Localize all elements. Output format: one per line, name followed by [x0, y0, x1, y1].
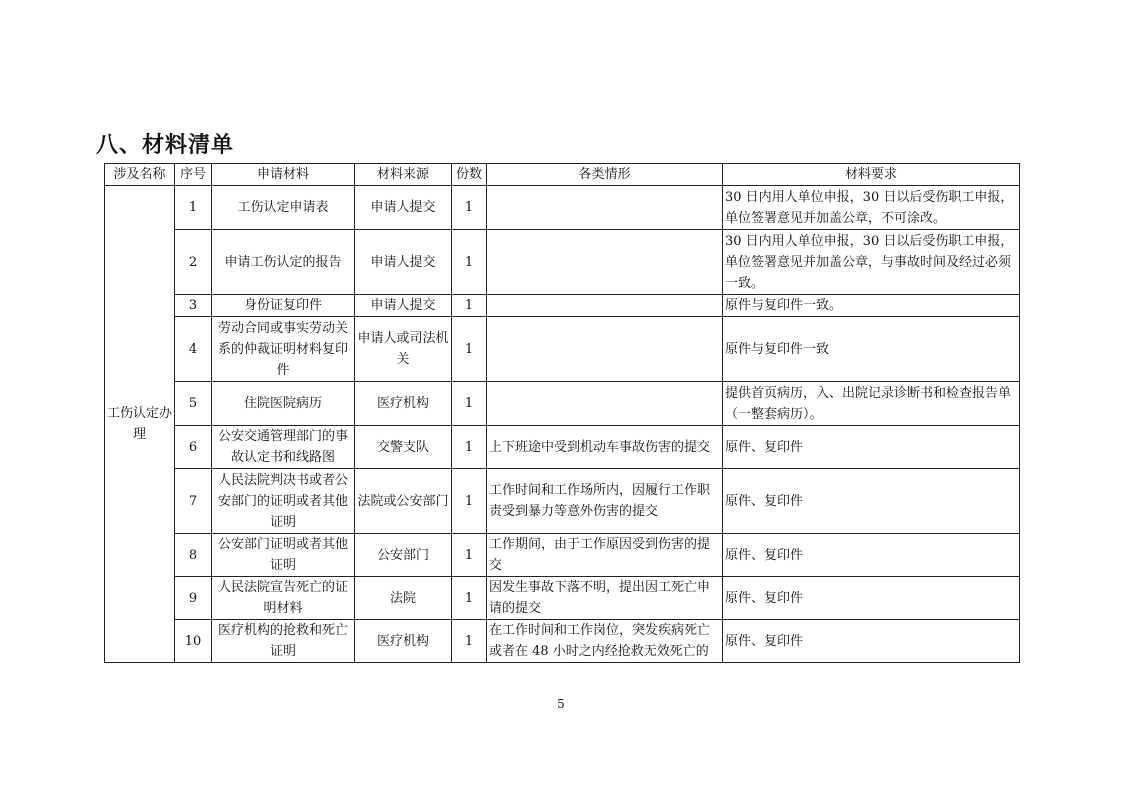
cell-material: 医疗机构的抢救和死亡证明: [212, 620, 355, 663]
cell-requirement: 原件与复印件一致。: [723, 295, 1020, 317]
cell-no: 1: [175, 186, 212, 230]
cell-situation: [487, 317, 723, 382]
header-scope: 涉及名称: [105, 164, 175, 186]
cell-copies: 1: [452, 382, 487, 426]
cell-material: 工伤认定申请表: [212, 186, 355, 230]
cell-material: 身份证复印件: [212, 295, 355, 317]
cell-requirement: 原件、复印件: [723, 534, 1020, 577]
table-row: [105, 317, 1020, 382]
header-source: 材料来源: [355, 164, 452, 186]
cell-requirement: 原件、复印件: [723, 426, 1020, 469]
table-row: [105, 426, 1020, 469]
cell-requirement: 30 日内用人单位申报，30 日以后受伤职工申报，单位签署意见并加盖公章，不可涂改。: [723, 186, 1020, 230]
cell-situation: 上下班途中受到机动车事故伤害的提交: [487, 426, 723, 469]
materials-table: [104, 163, 1020, 663]
cell-no: 6: [175, 426, 212, 469]
cell-copies: 1: [452, 469, 487, 534]
cell-situation: [487, 186, 723, 230]
cell-requirement: 原件与复印件一致: [723, 317, 1020, 382]
cell-no: 3: [175, 295, 212, 317]
cell-no: 2: [175, 230, 212, 295]
cell-no: 7: [175, 469, 212, 534]
cell-material: 公安部门证明或者其他证明: [212, 534, 355, 577]
cell-no: 9: [175, 577, 212, 620]
cell-source: 法院: [355, 577, 452, 620]
cell-material: 人民法院宣告死亡的证明材料: [212, 577, 355, 620]
header-copies: 份数: [452, 164, 487, 186]
cell-source: 医疗机构: [355, 382, 452, 426]
cell-source: 申请人或司法机关: [355, 317, 452, 382]
table-row: [105, 469, 1020, 534]
table-row: [105, 186, 1020, 230]
cell-copies: 1: [452, 620, 487, 663]
cell-source: 公安部门: [355, 534, 452, 577]
cell-requirement: 原件、复印件: [723, 577, 1020, 620]
page-number: 5: [557, 697, 565, 711]
cell-requirement: 原件、复印件: [723, 620, 1020, 663]
cell-situation: 工作期间，由于工作原因受到伤害的提交: [487, 534, 723, 577]
cell-copies: 1: [452, 426, 487, 469]
cell-no: 5: [175, 382, 212, 426]
cell-copies: 1: [452, 317, 487, 382]
cell-situation: [487, 382, 723, 426]
cell-source: 法院或公安部门: [355, 469, 452, 534]
table-row: [105, 577, 1020, 620]
section-title: 八、材料清单: [96, 133, 235, 158]
cell-source: 申请人提交: [355, 186, 452, 230]
cell-material: 公安交通管理部门的事故认定书和线路图: [212, 426, 355, 469]
table-row: [105, 534, 1020, 577]
header-situation: 各类情形: [487, 164, 723, 186]
cell-copies: 1: [452, 577, 487, 620]
cell-requirement: 原件、复印件: [723, 469, 1020, 534]
cell-source: 交警支队: [355, 426, 452, 469]
cell-copies: 1: [452, 534, 487, 577]
cell-situation: 在工作时间和工作岗位，突发疾病死亡或者在 48 小时之内经抢救无效死亡的: [487, 620, 723, 663]
cell-situation: 因发生事故下落不明，提出因工死亡申请的提交: [487, 577, 723, 620]
table-row: [105, 382, 1020, 426]
cell-source: 医疗机构: [355, 620, 452, 663]
header-no: 序号: [175, 164, 212, 186]
cell-requirement: 30 日内用人单位申报，30 日以后受伤职工申报，单位签署意见并加盖公章，与事故时间及经过必须一致。: [723, 230, 1020, 295]
cell-copies: 1: [452, 230, 487, 295]
cell-copies: 1: [452, 186, 487, 230]
table-row: [105, 620, 1020, 663]
scope-cell: 工伤认定办理: [105, 186, 175, 663]
table-header-row: [105, 164, 1020, 186]
cell-material: 申请工伤认定的报告: [212, 230, 355, 295]
cell-material: 人民法院判决书或者公安部门的证明或者其他证明: [212, 469, 355, 534]
cell-situation: 工作时间和工作场所内，因履行工作职责受到暴力等意外伤害的提交: [487, 469, 723, 534]
table-row: [105, 295, 1020, 317]
cell-no: 8: [175, 534, 212, 577]
cell-source: 申请人提交: [355, 295, 452, 317]
table-row: [105, 230, 1020, 295]
cell-material: 劳动合同或事实劳动关系的仲裁证明材料复印件: [212, 317, 355, 382]
cell-requirement: 提供首页病历，入、出院记录诊断书和检查报告单（一整套病历）。: [723, 382, 1020, 426]
cell-copies: 1: [452, 295, 487, 317]
header-material: 申请材料: [212, 164, 355, 186]
cell-no: 10: [175, 620, 212, 663]
header-requirement: 材料要求: [723, 164, 1020, 186]
cell-situation: [487, 230, 723, 295]
cell-source: 申请人提交: [355, 230, 452, 295]
cell-situation: [487, 295, 723, 317]
cell-no: 4: [175, 317, 212, 382]
cell-material: 住院医院病历: [212, 382, 355, 426]
